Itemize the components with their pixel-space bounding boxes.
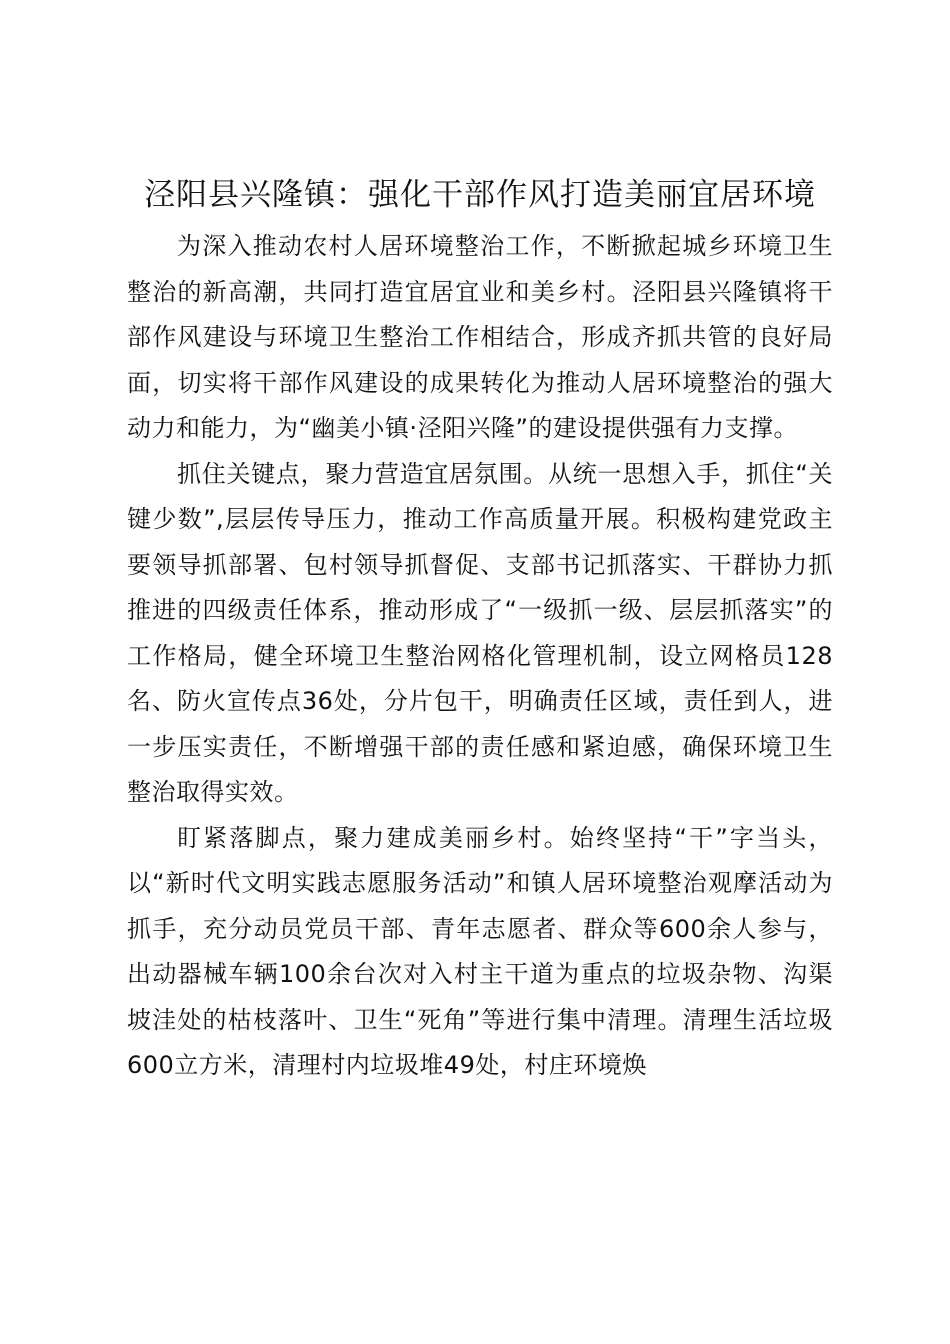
document-title: 泾阳县兴隆镇：强化干部作风打造美丽宜居环境 (144, 177, 816, 213)
paragraph-key-point: 抓住关键点，聚力营造宜居氛围。从统一思想入手，抓住“关键少数”,层层传导压力，推动工作高质量开展。积极构建党政主要领导抓部署、包村领导抓督促、支部书记抓落实、干群协力抓推进的四级责任体系，推动形成了“一级抓一级、层层抓落实”的工作格局，健全环境卫生整治网格化管理机制，设立网格员128名、防火宣传点36处，分片包干，明确责任区域，责任到人，进一步压实责任，不断增强干部的责任感和紧迫感，确保环境卫生整治取得实效。 (127, 459, 833, 806)
paragraph-landing-point: 盯紧落脚点，聚力建成美丽乡村。始终坚持“干”字当头，以“新时代文明实践志愿服务活动”和镇人居环境整治观摩活动为抓手，充分动员党员干部、青年志愿者、群众等600余人参与，出动器械车辆100余台次对入村主干道为重点的垃圾杂物、沟渠坡洼处的枯枝落叶、卫生“死角”等进行集中清理。清理生活垃圾600立方米，清理村内垃圾堆49处，村庄环境焕 (127, 823, 833, 1079)
document-body (127, 172, 833, 1089)
paragraph-intro: 为深入推动农村人居环境整治工作，不断掀起城乡环境卫生整治的新高潮，共同打造宜居宜业和美乡村。泾阳县兴隆镇将干部作风建设与环境卫生整治工作相结合，形成齐抓共管的良好局面，切实将干部作风建设的成果转化为推动人居环境整治的强大动力和能力，为“幽美小镇·泾阳兴隆”的建设提供强有力支撑。 (127, 232, 833, 442)
